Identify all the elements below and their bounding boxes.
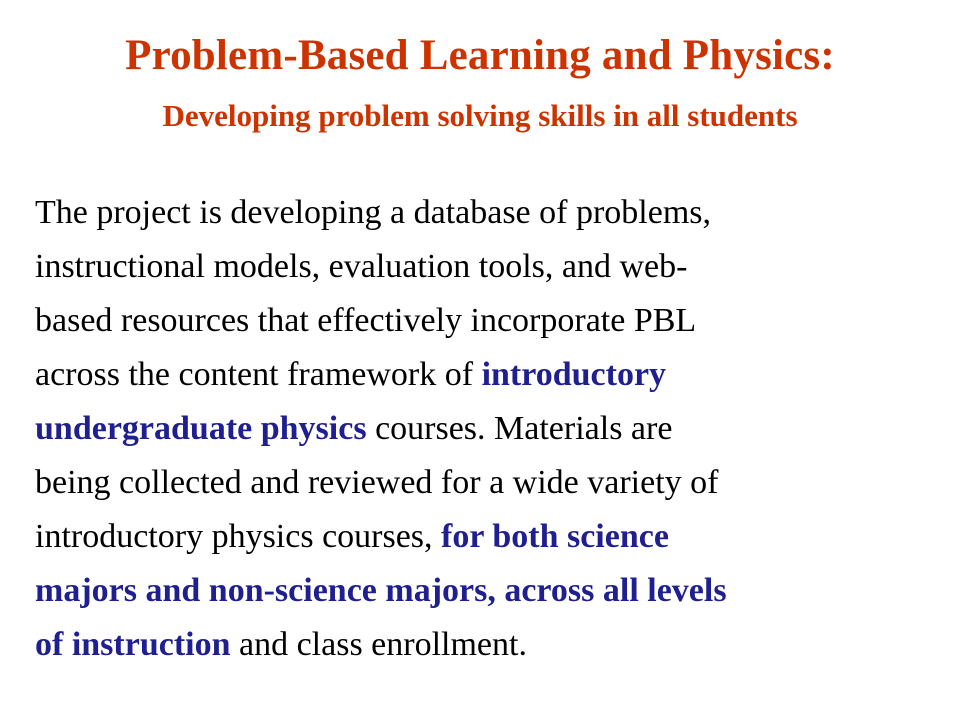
- highlight-of-instruction: of instruction: [35, 626, 231, 663]
- body-line-7: [35, 510, 935, 564]
- body-line-6: being collected and reviewed for a wide variety of: [35, 464, 719, 501]
- highlight-for-both-science: for both science: [441, 518, 669, 555]
- highlight-undergraduate-physics: undergraduate physics: [35, 410, 367, 447]
- body-line-5-text: courses. Materials are: [366, 410, 673, 447]
- highlight-introductory: introductory: [481, 356, 667, 393]
- body-line-1: The project is developing a database of problems,: [35, 194, 711, 231]
- slide-subtitle: Developing problem solving skills in all students: [162, 98, 798, 133]
- body-line-4-text: across the content framework of: [35, 356, 482, 393]
- body-line-4: [35, 348, 935, 402]
- highlight-majors: majors and non-science majors, across all levels: [35, 572, 727, 609]
- body-line-7-text: introductory physics courses,: [35, 518, 442, 555]
- body-line-2: instructional models, evaluation tools, and web-: [35, 248, 688, 285]
- body-line-5: [35, 402, 935, 456]
- body-line-9-text: and class enrollment.: [230, 626, 527, 663]
- body-line-9: [35, 618, 935, 672]
- slide-title: Problem-Based Learning and Physics:: [125, 32, 835, 79]
- body-line-8: [35, 564, 935, 618]
- body-line-3: based resources that effectively incorporate PBL: [35, 302, 697, 339]
- body-paragraph: [35, 186, 935, 672]
